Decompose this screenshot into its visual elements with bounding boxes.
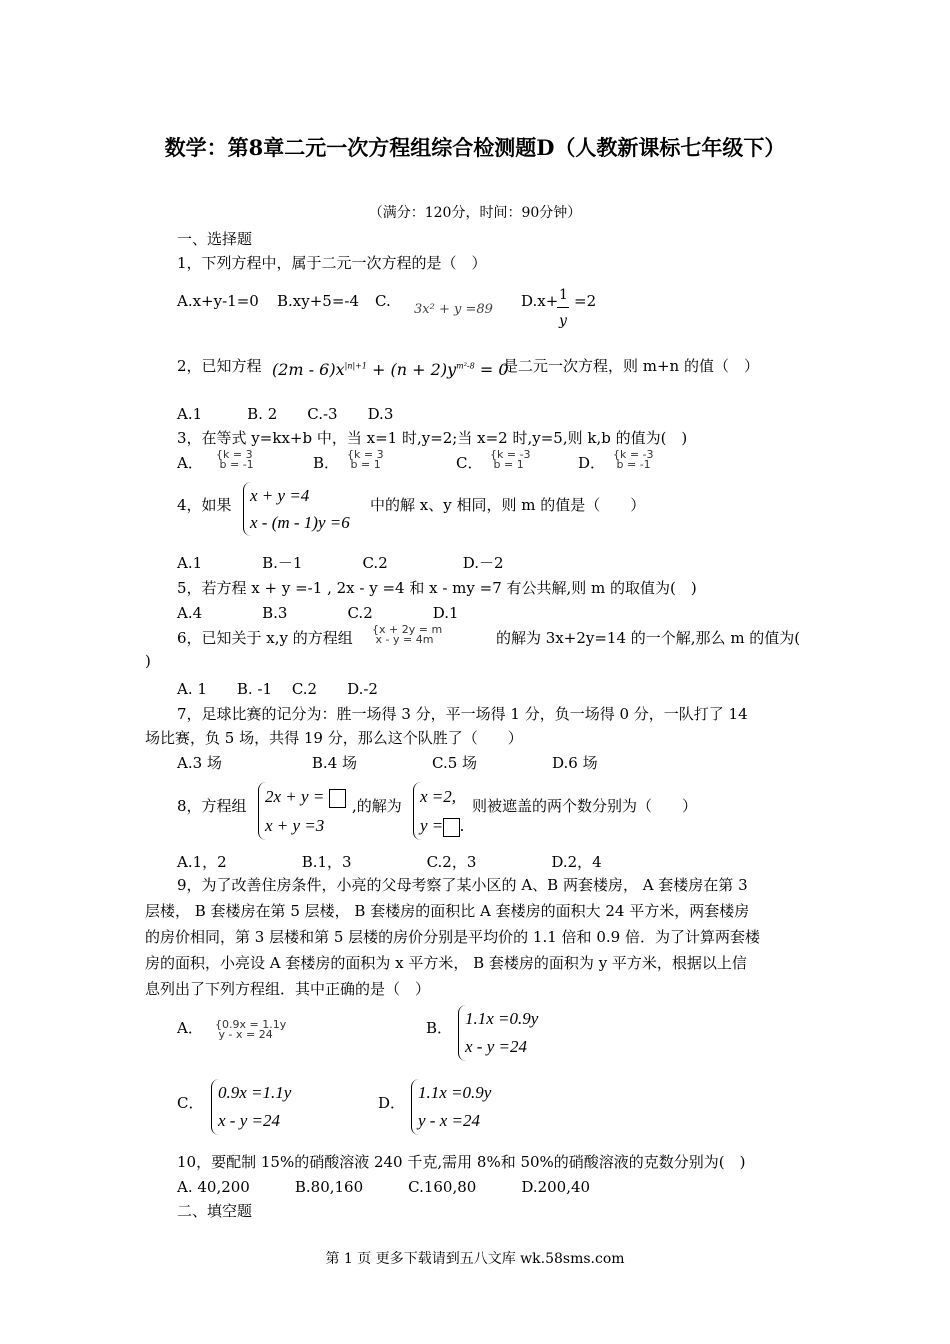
- q9-line1: 9，为了改善住房条件，小亮的父母考察了某小区的 A、B 两套楼房， A 套楼房在第 3: [177, 876, 748, 894]
- subtitle: （满分：120分，时间：90分钟）: [368, 205, 582, 221]
- q6-system: {x + 2y = m x - y = 4m: [372, 623, 443, 646]
- page-title: 数学：第8章二元一次方程组综合检测题D（人教新课标七年级下）: [164, 135, 786, 160]
- q7-line2: 场比赛，负 5 场，共得 19 分，那么这个队胜了（ ）: [145, 729, 523, 747]
- q9-line4: 房的面积，小亮设 A 套楼房的面积为 x 平方米， B 套楼房的面积为 y 平方米，根据以上信: [145, 954, 747, 972]
- q3-option-c: C．: [456, 454, 483, 472]
- q1-stem: 1，下列方程中，属于二元一次方程的是（ ）: [177, 254, 487, 272]
- footer: 第 1 页 更多下载请到五八文库 wk.58sms.com: [325, 1251, 625, 1267]
- q4-system: x + y =4 x - (m - 1)y =6: [243, 482, 350, 536]
- q9-line2: 层楼， B 套楼房在第 5 层楼， B 套楼房的面积比 A 套楼房的面积大 24 平方米，两套楼房: [145, 902, 750, 920]
- fraction-bar: [557, 307, 569, 308]
- q1-option-d-den: y: [559, 313, 567, 329]
- q9-a-system: {0.9x = 1.1y y - x = 24: [215, 1018, 287, 1041]
- q8-mid: ,的解为: [352, 797, 402, 815]
- q2-tail: 是二元一次方程，则 m+n 的值（ ）: [503, 357, 759, 375]
- q3-a-system: {k = 3 b = -1: [216, 448, 254, 471]
- q6-options: A. 1 B. -1 C.2 D.-2: [177, 680, 378, 698]
- q3-b-system: {k = 3 b = 1: [347, 448, 384, 471]
- q1-option-b: B.xy+5=-4: [277, 292, 360, 310]
- q3-d-system: {k = -3 b = -1: [613, 448, 654, 471]
- q3-c-system: {k = -3 b = 1: [490, 448, 531, 471]
- q4-tail: 中的解 x、y 相同，则 m 的值是（ ）: [370, 496, 646, 514]
- section-fill: 二、填空题: [177, 1202, 253, 1220]
- q8-solution: x =2, y = .: [413, 782, 465, 840]
- q9-option-a: A．: [177, 1019, 203, 1037]
- q4-options: A.1 B.－1 C.2 D.－2: [177, 554, 504, 572]
- q3-option-b: B．: [313, 454, 340, 472]
- q2-options: A.1 B. 2 C.-3 D.3: [177, 405, 394, 423]
- q3-stem: 3，在等式 y=kx+b 中，当 x=1 时,y=2;当 x=2 时,y=5,则 k,b 的值为( ): [177, 429, 688, 447]
- q9-option-c: C．: [177, 1094, 204, 1112]
- q6-stem: 6，已知关于 x,y 的方程组: [177, 629, 353, 647]
- q4-stem: 4，如果: [177, 496, 232, 514]
- q9-b-system: 1.1x =0.9y x - y =24: [458, 1005, 538, 1061]
- q9-option-d: D．: [378, 1094, 406, 1112]
- section-choice: 一、选择题: [177, 230, 253, 248]
- q8-system: 2x + y = x + y =3: [258, 782, 346, 840]
- q9-line5: 息列出了下列方程组．其中正确的是（ ）: [145, 980, 431, 998]
- q8-tail: 则被遮盖的两个数分别为（ ）: [472, 797, 698, 815]
- q8-stem: 8，方程组: [177, 797, 247, 815]
- q9-c-system: 0.9x =1.1y x - y =24: [211, 1079, 291, 1135]
- q6-tail: 的解为 3x+2y=14 的一个解,那么 m 的值为(: [496, 629, 801, 647]
- q5-options: A.4 B.3 C.2 D.1: [177, 604, 459, 622]
- q1-option-c-expr: 3x² + y =89: [414, 302, 493, 317]
- q1-option-d-num: 1: [559, 287, 568, 303]
- covered-box: [443, 818, 460, 837]
- q1-option-d-pre: D.x+: [521, 292, 559, 310]
- q3-option-a: A．: [177, 454, 203, 472]
- q5-stem: 5，若方程 x + y =-1 , 2x - y =4 和 x - my =7 有公共解,则 m 的取值为( ): [177, 579, 697, 597]
- q7-options: A.3 场 B.4 场 C.5 场 D.6 场: [177, 754, 598, 772]
- q10-stem: 10，要配制 15%的硝酸溶液 240 千克,需用 8%和 50%的硝酸溶液的克数分别为( ): [177, 1153, 746, 1171]
- covered-box: [329, 789, 346, 808]
- q2-equation: $(2m - 6)x^{|n|+1} + (n + 2)y^{m^2-8} = 0$: [272, 360, 509, 379]
- q1-option-c: C.: [375, 292, 391, 310]
- q9-line3: 的房价相同，第 3 层楼和第 5 层楼的房价分别是平均价的 1.1 倍和 0.9 倍．为了计算两套楼: [145, 928, 760, 946]
- q9-d-system: 1.1x =0.9y y - x =24: [411, 1079, 491, 1135]
- q1-option-a: A.x+y-1=0: [177, 292, 259, 310]
- q1-option-d-post: =2: [574, 292, 597, 310]
- q2-stem: 2，已知方程: [177, 357, 262, 375]
- q6-tail2: ): [145, 652, 151, 670]
- q7-line1: 7，足球比赛的记分为：胜一场得 3 分，平一场得 1 分，负一场得 0 分，一队打了 14: [177, 705, 748, 723]
- q10-options: A. 40,200 B.80,160 C.160,80 D.200,40: [177, 1178, 591, 1196]
- q9-option-b: B．: [426, 1019, 453, 1037]
- q8-options: A.1，2 B.1，3 C.2，3 D.2，4: [177, 853, 602, 871]
- q3-option-d: D．: [578, 454, 606, 472]
